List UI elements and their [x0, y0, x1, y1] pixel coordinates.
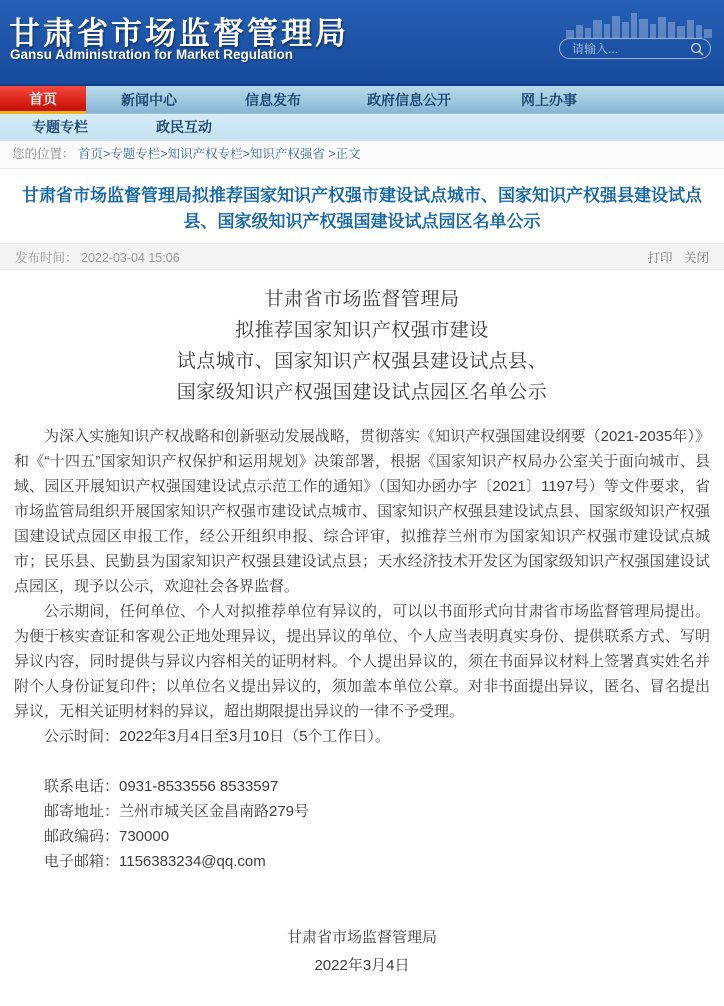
- document-title-line: 试点城市、国家知识产权强县建设试点县、: [176, 351, 548, 372]
- article-meta-bar: [0, 243, 724, 270]
- nav-item-news[interactable]: 新闻中心: [121, 92, 177, 108]
- main-nav: [0, 86, 724, 114]
- site-header: [0, 0, 724, 86]
- paragraph: 公示期间，任何单位、个人对拟推荐单位有异议的，可以以书面形式向甘肃省市场监督管理局提出。为便于核实查证和客观公正地处理异议，提出异议的单位、个人应当表明真实身份、提供联系方式、写明异议内容，同时提供与异议内容相关的证明材料。个人提出异议的，须在书面异议材料上签署真实姓名并附个人身份证复印件；以单位名义提出异议的，须加盖本单位公章。对非书面提出异议，匿名、冒名提出异议，无相关证明材料的异议，超出期限提出异议的一律不予受理。: [14, 603, 710, 720]
- document-title-line: 国家级知识产权强国建设试点园区名单公示: [176, 382, 548, 403]
- nav-item-online-services[interactable]: 网上办事: [521, 92, 577, 108]
- contact-info: [14, 774, 710, 874]
- site-title: 甘肃省市场监督管理局: [9, 16, 349, 51]
- signature-date: 2022年3月4日: [314, 957, 410, 974]
- breadcrumb: [0, 141, 724, 169]
- contact-postcode: 邮政编码：730000: [44, 828, 170, 845]
- article-body: [0, 270, 724, 1006]
- signature-block: [14, 924, 710, 992]
- document-title-line: 甘肃省市场监督管理局: [264, 289, 460, 310]
- article-title: 甘肃省市场监督管理局拟推荐国家知识产权强市建设试点城市、国家知识产权强县建设试点县、国家级知识产权强国建设试点园区名单公示: [22, 186, 702, 231]
- article-actions: [639, 248, 709, 266]
- contact-address: 邮寄地址：兰州市城关区金昌南路279号: [44, 803, 310, 820]
- publish-time-value: 2022-03-04 15:06: [81, 250, 180, 265]
- secondary-nav: [0, 114, 724, 141]
- contact-email: 电子邮箱：1156383234@qq.com: [44, 853, 266, 870]
- signature-org: 甘肃省市场监督管理局: [286, 929, 437, 946]
- close-button[interactable]: 关闭: [683, 250, 709, 265]
- paragraph: 为深入实施知识产权战略和创新驱动发展战略，贯彻落实《知识产权强国建设纲要（2021-2035年）》和《“十四五”国家知识产权保护和运用规划》决策部署，根据《国家知识产权局办公室关于面向城市、县域、园区开展知识产权强国建设试点示范工作的通知》（国知办函办字〔2021〕1197号）等文件要求，省市场监管局组织开展国家知识产权强市建设试点城市、国家知识产权强县建设试点县、国家级知识产权强国建设试点园区申报工作，经公开组织申报、综合评审，拟推荐兰州市为国家知识产权强市建设试点城市；民乐县、民勤县为国家知识产权强县建设试点县；天水经济技术开发区为国家级知识产权强国建设试点园区，现予以公示，欢迎社会各界监督。: [14, 428, 710, 595]
- publish-time-label: 发布时间：: [15, 250, 78, 265]
- search-input[interactable]: [570, 41, 690, 57]
- search-icon[interactable]: [690, 42, 704, 56]
- document-title-line: 拟推荐国家知识产权强市建设: [235, 320, 489, 341]
- nav-item-gov-info[interactable]: 政府信息公开: [367, 92, 451, 108]
- document-title: [14, 284, 710, 408]
- nav-item-special-topics[interactable]: 专题专栏: [32, 119, 88, 135]
- publish-time: [15, 248, 180, 266]
- breadcrumb-path[interactable]: 首页>专题专栏>知识产权专栏>知识产权强省 >正文: [78, 147, 361, 161]
- paragraph: 公示时间：2022年3月4日至3月10日（5个工作日）。: [44, 728, 390, 745]
- contact-phone: 联系电话：0931-8533556 8533597: [44, 778, 279, 795]
- nav-item-public-interaction[interactable]: 政民互动: [156, 119, 212, 135]
- breadcrumb-label: 您的位置：: [12, 147, 75, 161]
- print-button[interactable]: 打印: [647, 250, 673, 265]
- search-box: [559, 38, 711, 59]
- site-subtitle-en: Gansu Administration for Market Regulation: [10, 47, 294, 62]
- city-skyline-graphic: [564, 10, 714, 38]
- nav-item-info-release[interactable]: 信息发布: [245, 92, 301, 108]
- nav-item-home[interactable]: 首页: [0, 86, 86, 114]
